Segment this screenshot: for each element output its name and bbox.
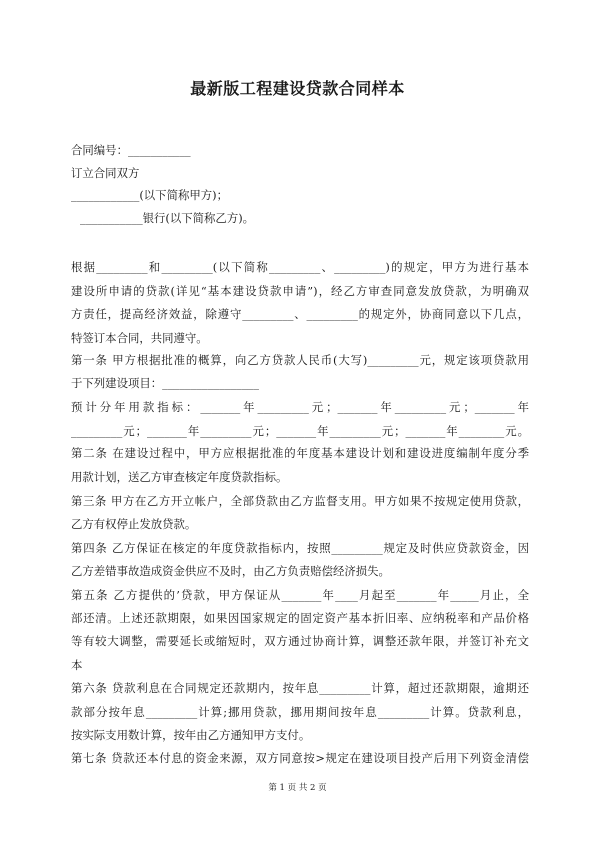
document-title: 最新版工程建设贷款合同样本 (190, 79, 405, 98)
article-1-line: 第一条 甲方根据批准的概算，向乙方贷款人民币(大写)_________元，规定该项贷款用 (71, 353, 529, 367)
article-4-line: 第四条 乙方保证在核定的年度贷款指标内，按照_________规定及时供应贷款资金，因 (71, 541, 529, 555)
contract-number-line: 合同编号：___________ (71, 143, 191, 157)
article-6-line: 第六条 贷款利息在合同规定还款期内，按年息_________计算，超过还款期限，逾期还 (71, 681, 529, 695)
article-5-line: 本 (71, 658, 83, 672)
article-4-line: 乙方差错事故造成资金供应不及时，由乙方负责赔偿经济损失。 (71, 564, 390, 578)
article-6-line: 款部分按年息_________计算;挪用贷款，挪用期间按年息_________计算。贷款利息， (71, 705, 529, 719)
article-7-line: 第七条 贷款还本付息的资金来源，双方同意按>规定在建设项目投产后用下列资金清偿 (71, 751, 529, 765)
annual-usage-line: 预计分年用款指标：_______年_________元；_______年_________元；_______年 (71, 400, 529, 414)
article-6-line: 按实际支用数计算，按年由乙方通知甲方支付。 (71, 728, 311, 742)
annual-usage-line: _________元；_______年_________元；_______年_________元；_______年________元。 (71, 424, 529, 438)
parties-heading: 订立合同双方 (71, 166, 140, 180)
body-line: 特签订本合同，共同遵守。 (71, 331, 208, 345)
article-5-line: 第五条 乙方提供的’贷款，甲方保证从_______年____月起至_______年_____月止，全 (71, 588, 529, 602)
page-footer: 第 1 页 共 2 页 (268, 783, 327, 793)
article-2-line: 第二条 在建设过程中，甲方应根据批准的年度基本建设计划和建设进度编制年度分季 (71, 446, 529, 460)
article-2-line: 用款计划，送乙方审查核定年度贷款指标。 (71, 470, 288, 484)
body-line: 根据_________和_________(以下简称_________、_________)的规定，甲方为进行基本 (71, 260, 529, 274)
body-line: 建设所申请的贷款(详见“基本建设贷款申请”)，经乙方审查同意发放贷款，为明确双 (71, 284, 529, 298)
article-5-line: 部还清。上述还款期限，如果因国家规定的固定资产基本折旧率、应纳税率和产品价格 (71, 611, 529, 625)
article-3-line: 第三条 甲方在乙方开立帐户，全部贷款由乙方监督支用。甲方如果不按规定使用贷款， (71, 494, 529, 508)
body-line: 方责任，提高经济效益，除遵守_________、_________的规定外，协商同意以下几点， (71, 307, 529, 321)
article-1-line: 于下列建设项目：_________________ (71, 376, 259, 390)
article-5-line: 等有较大调整，需要延长或缩短时，双方通过协商计算，调整还款年限，并签订补充文 (71, 634, 529, 648)
party-a-line: ____________(以下简称甲方)； (71, 188, 228, 202)
party-b-line: ___________银行(以下简称乙方)。 (80, 211, 255, 225)
article-3-line: 乙方有权停止发放贷款。 (71, 517, 197, 531)
